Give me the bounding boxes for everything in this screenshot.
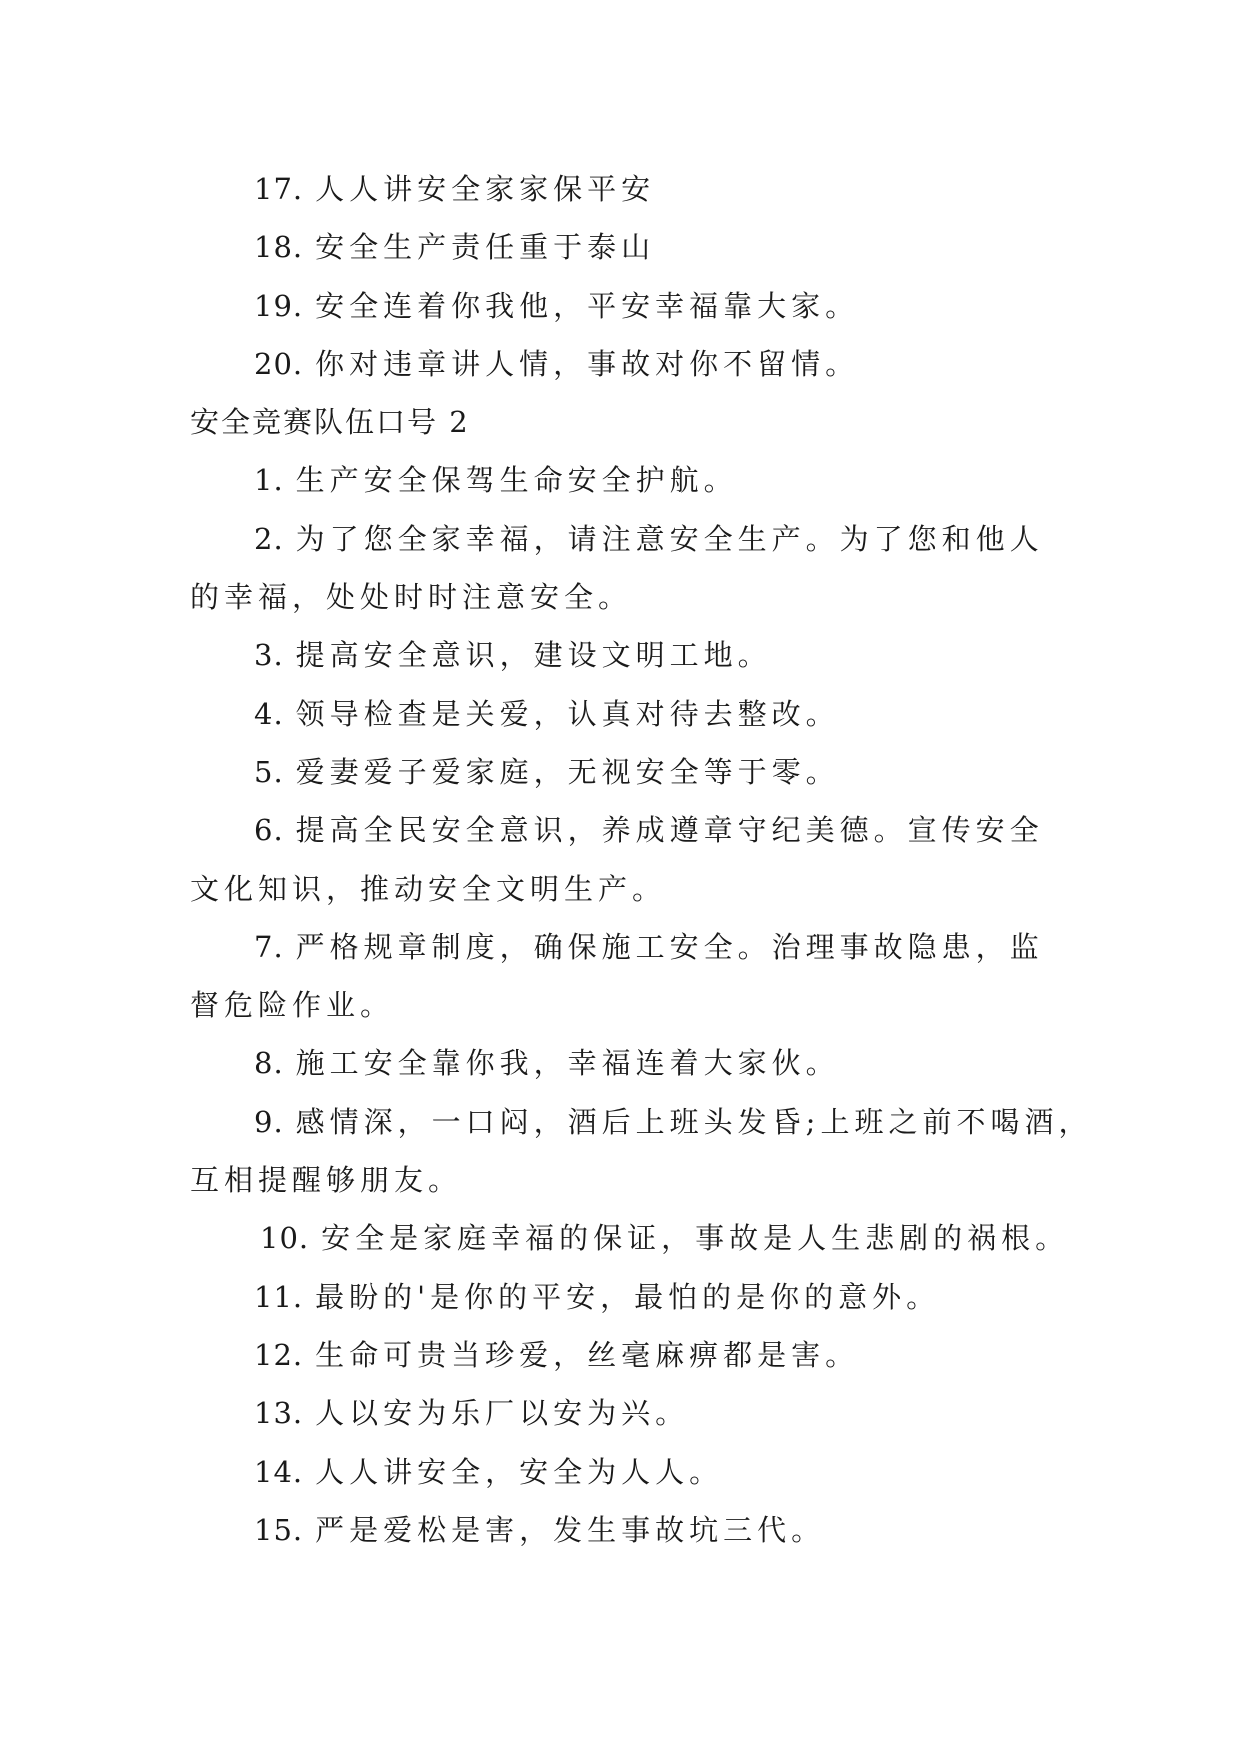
list-item [190, 743, 1070, 801]
list-item [190, 1093, 1093, 1151]
item-text: 安全生产责任重于泰山 [315, 230, 656, 265]
section-heading: 安全竞赛队伍口号 2 [190, 405, 470, 440]
item-text: 最盼的'是你的平安，最怕的是你的意外。 [315, 1279, 941, 1314]
list-item [190, 918, 1070, 976]
item-number: 13. [254, 1396, 304, 1431]
item-number: 10. [260, 1221, 310, 1256]
item-number: 7. [254, 929, 284, 964]
list-item [190, 451, 1070, 509]
item-text: 严是爱松是害，发生事故坑三代。 [315, 1512, 826, 1547]
item-text: 生命可贵当珍爱，丝毫麻痹都是害。 [315, 1337, 860, 1372]
list-item [190, 218, 1070, 276]
list-item-continuation: 的幸福，处处时时注意安全。 [190, 580, 633, 615]
list-item [190, 277, 1070, 335]
list-item [190, 801, 1070, 859]
list-item [190, 626, 1070, 684]
item-number: 11. [254, 1279, 304, 1314]
item-text: 爱妻爱子爱家庭，无视安全等于零。 [295, 754, 840, 789]
item-number: 12. [254, 1337, 304, 1372]
item-number: 5. [254, 754, 284, 789]
item-text: 生产安全保驾生命安全护航。 [295, 463, 738, 498]
list-item [190, 510, 1070, 568]
item-number: 19. [254, 288, 304, 323]
item-number: 2. [254, 521, 284, 556]
list-item [190, 1209, 1070, 1267]
item-text: 安全连着你我他，平安幸福靠大家。 [315, 288, 860, 323]
item-number: 3. [254, 638, 284, 673]
item-text: 安全是家庭幸福的保证，事故是人生悲剧的祸根。 [321, 1221, 1070, 1256]
list-item [190, 1034, 1070, 1092]
item-text: 领导检查是关爱，认真对待去整改。 [295, 696, 840, 731]
list-item [190, 335, 1070, 393]
item-text: 为了您全家幸福，请注意安全生产。为了您和他人 [295, 521, 1044, 556]
item-text: 你对违章讲人情，事故对你不留情。 [315, 346, 860, 381]
item-text: 严格规章制度，确保施工安全。治理事故隐患，监 [295, 929, 1044, 964]
list-item-continuation: 文化知识，推动安全文明生产。 [190, 871, 667, 906]
item-number: 1. [254, 463, 284, 498]
list-item [190, 1501, 1070, 1559]
item-text: 提高全民安全意识，养成遵章守纪美德。宣传安全 [295, 813, 1044, 848]
item-number: 6. [254, 813, 284, 848]
item-text: 人人讲安全，安全为人人。 [315, 1454, 724, 1489]
item-number: 17. [254, 172, 304, 206]
list-item [190, 1384, 1070, 1442]
list-item [190, 160, 1070, 218]
item-text: 人以安为乐厂以安为兴。 [315, 1396, 690, 1431]
item-text: 人人讲安全家家保平安 [315, 172, 656, 206]
list-item-continuation: 互相提醒够朋友。 [190, 1163, 463, 1198]
list-item-continuation: 督危险作业。 [190, 988, 395, 1023]
item-text: 感情深，一口闷，酒后上班头发昏;上班之前不喝酒， [295, 1104, 1093, 1139]
item-number: 14. [254, 1454, 304, 1489]
document-body [190, 160, 1093, 1559]
list-item [190, 685, 1070, 743]
item-number: 20. [254, 346, 304, 381]
list-item [190, 1443, 1070, 1501]
item-number: 9. [254, 1104, 284, 1139]
list-item [190, 1268, 1070, 1326]
list-item [190, 1326, 1070, 1384]
item-text: 施工安全靠你我，幸福连着大家伙。 [295, 1046, 840, 1081]
item-number: 18. [254, 230, 304, 265]
item-number: 15. [254, 1512, 304, 1547]
item-text: 提高安全意识，建设文明工地。 [295, 638, 772, 673]
item-number: 4. [254, 696, 284, 731]
item-number: 8. [254, 1046, 284, 1081]
